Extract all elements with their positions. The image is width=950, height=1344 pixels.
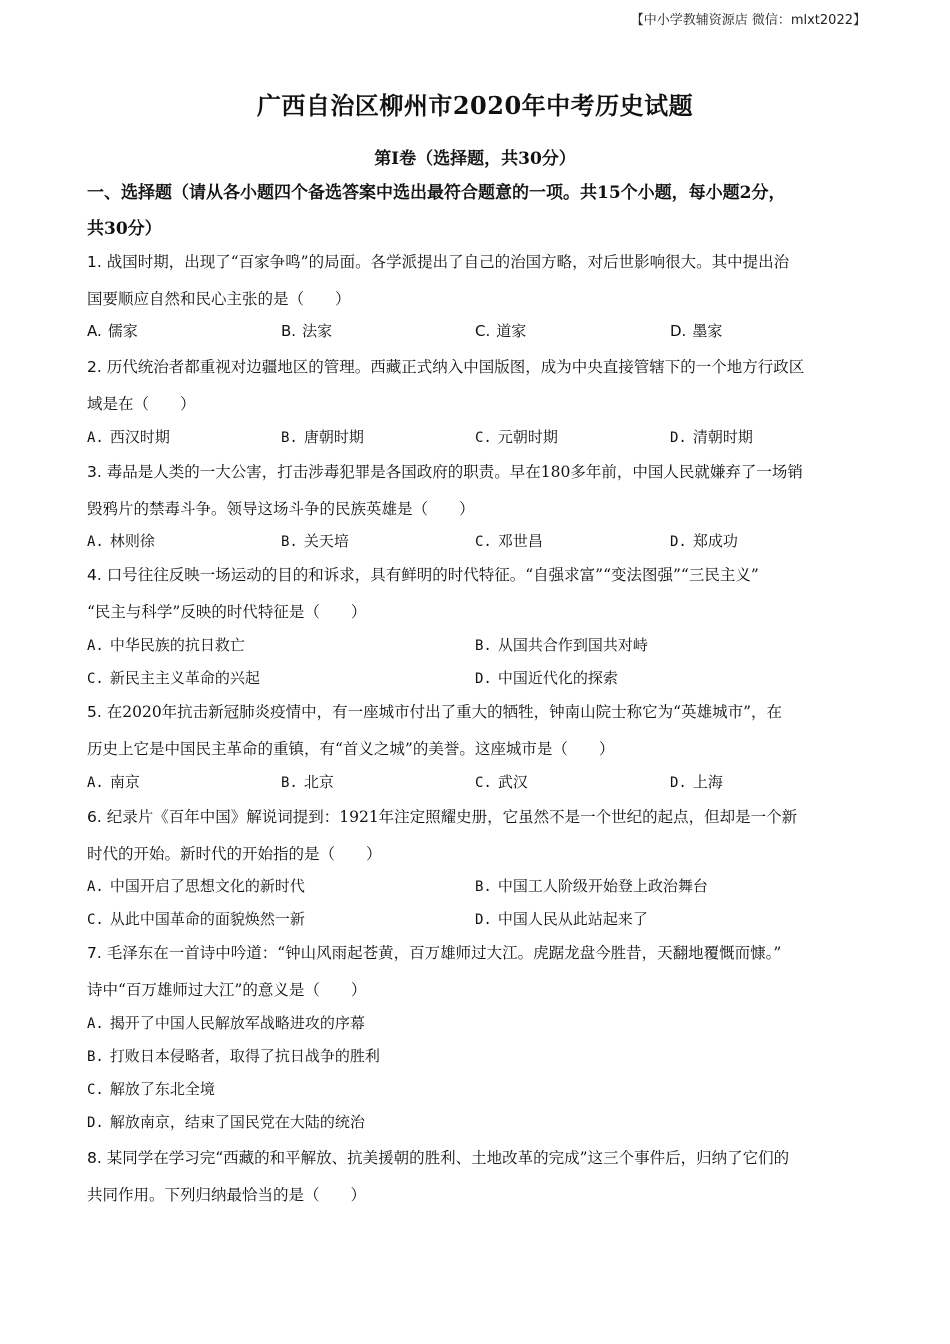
question-text: 历代统治者都重视对边疆地区的管理。西藏正式纳入中国版图，成为中央直接管辖下的一个地方行政区 <box>106 358 805 376</box>
question-6-options-row-1 <box>87 875 877 897</box>
question-number: 6. <box>87 808 102 826</box>
question-text: 在2020年抗击新冠肺炎疫情中，有一座城市付出了重大的牺牲，钟南山院士称它为“英雄城市”，在 <box>106 703 783 721</box>
question-7-option-b-row <box>87 1045 877 1067</box>
option-b: B. 关天培 <box>281 532 349 550</box>
option-a: A. 儒家 <box>87 322 138 340</box>
question-3-stem-cont: 毁鸦片的禁毒斗争。领导这场斗争的民族英雄是（ ） <box>87 500 475 518</box>
question-7-stem-cont: 诗中“百万雄师过大江”的意义是（ ） <box>87 981 367 999</box>
question-8-stem-cont: 共同作用。下列归纳最恰当的是（ ） <box>87 1186 367 1204</box>
question-1-options <box>87 320 877 342</box>
question-number: 3. <box>87 463 102 481</box>
question-2-stem <box>87 355 804 377</box>
option-a: A. 中华民族的抗日救亡 <box>87 636 245 654</box>
question-4-options-row-2 <box>87 667 877 689</box>
question-4-options-row-1 <box>87 634 877 656</box>
question-text: 口号往往反映一场运动的目的和诉求，具有鲜明的时代特征。“自强求富”“变法图强”“三民主义” <box>106 566 759 584</box>
section-heading-line-2: 共30分） <box>87 219 162 239</box>
question-4-stem-cont: “民主与科学”反映的时代特征是（ ） <box>87 603 367 621</box>
question-4-stem <box>87 563 759 585</box>
option-b: B. 北京 <box>281 773 334 791</box>
question-8-stem <box>87 1146 789 1168</box>
question-number: 8. <box>87 1149 102 1167</box>
option-d: D. 中国人民从此站起来了 <box>475 910 648 928</box>
question-2-stem-cont: 域是在（ ） <box>87 395 196 413</box>
question-number: 7. <box>87 944 102 962</box>
question-text: 纪录片《百年中国》解说词提到：1921年注定照耀史册，它虽然不是一个世纪的起点，但却是一个新 <box>106 808 798 826</box>
option-c: C. 解放了东北全境 <box>87 1080 215 1098</box>
option-b: B. 打败日本侵略者，取得了抗日战争的胜利 <box>87 1047 380 1065</box>
question-5-stem-cont: 历史上它是中国民主革命的重镇，有“首义之城”的美誉。这座城市是（ ） <box>87 740 615 758</box>
question-5-options <box>87 771 877 793</box>
option-c: C. 邓世昌 <box>475 532 543 550</box>
question-number: 5. <box>87 703 102 721</box>
question-number: 2. <box>87 358 102 376</box>
part-subtitle: 第Ⅰ卷（选择题，共30分） <box>374 149 576 169</box>
page-title: 广西自治区柳州市2020年中考历史试题 <box>256 91 694 120</box>
option-a: A. 南京 <box>87 773 140 791</box>
section-heading-line-1: 一、选择题（请从各小题四个备选答案中选出最符合题意的一项。共15个小题，每小题2分， <box>87 183 786 203</box>
option-a: A. 西汉时期 <box>87 428 170 446</box>
question-1-stem-cont: 国要顺应自然和民心主张的是（ ） <box>87 290 351 308</box>
question-7-option-c-row <box>87 1078 877 1100</box>
option-c: C. 武汉 <box>475 773 528 791</box>
question-text: 某同学在学习完“西藏的和平解放、抗美援朝的胜利、土地改革的完成”这三个事件后，归纳了它们的 <box>106 1149 790 1167</box>
question-6-stem <box>87 805 797 827</box>
question-2-options <box>87 426 877 448</box>
option-b: B. 中国工人阶级开始登上政治舞台 <box>475 877 708 895</box>
option-c: C. 元朝时期 <box>475 428 558 446</box>
question-3-stem <box>87 460 803 482</box>
question-1-stem <box>87 250 789 272</box>
question-7-option-d-row <box>87 1111 877 1133</box>
option-b: B. 从国共合作到国共对峙 <box>475 636 648 654</box>
question-3-options <box>87 530 877 552</box>
option-d: D. 郑成功 <box>670 532 738 550</box>
option-a: A. 中国开启了思想文化的新时代 <box>87 877 305 895</box>
option-a: A. 林则徐 <box>87 532 155 550</box>
option-d: D. 墨家 <box>670 322 723 340</box>
question-6-options-row-2 <box>87 908 877 930</box>
option-c: C. 新民主主义革命的兴起 <box>87 669 260 687</box>
option-b: B. 法家 <box>281 322 333 340</box>
option-b: B. 唐朝时期 <box>281 428 364 446</box>
option-c: C. 从此中国革命的面貌焕然一新 <box>87 910 305 928</box>
option-c: C. 道家 <box>475 322 527 340</box>
option-d: D. 清朝时期 <box>670 428 753 446</box>
option-d: D. 上海 <box>670 773 723 791</box>
question-7-stem <box>87 941 781 963</box>
option-d: D. 解放南京，结束了国民党在大陆的统治 <box>87 1113 365 1131</box>
option-d: D. 中国近代化的探索 <box>475 669 618 687</box>
question-6-stem-cont: 时代的开始。新时代的开始指的是（ ） <box>87 845 382 863</box>
question-7-option-a-row <box>87 1012 877 1034</box>
question-text: 毒品是人类的一大公害，打击涉毒犯罪是各国政府的职责。早在180多年前，中国人民就嫌弃了一场销 <box>106 463 803 481</box>
question-5-stem <box>87 700 782 722</box>
question-text: 战国时期，出现了“百家争鸣”的局面。各学派提出了自己的治国方略，对后世影响很大。其中提出治 <box>106 253 790 271</box>
question-number: 1. <box>87 253 102 271</box>
option-a: A. 揭开了中国人民解放军战略进攻的序幕 <box>87 1014 365 1032</box>
header-note: 【中小学教辅资源店 微信：mlxt2022】 <box>630 13 866 28</box>
question-text: 毛泽东在一首诗中吟道：“钟山风雨起苍黄，百万雄师过大江。虎踞龙盘今胜昔，天翻地覆慨而慷。” <box>106 944 782 962</box>
question-number: 4. <box>87 566 102 584</box>
